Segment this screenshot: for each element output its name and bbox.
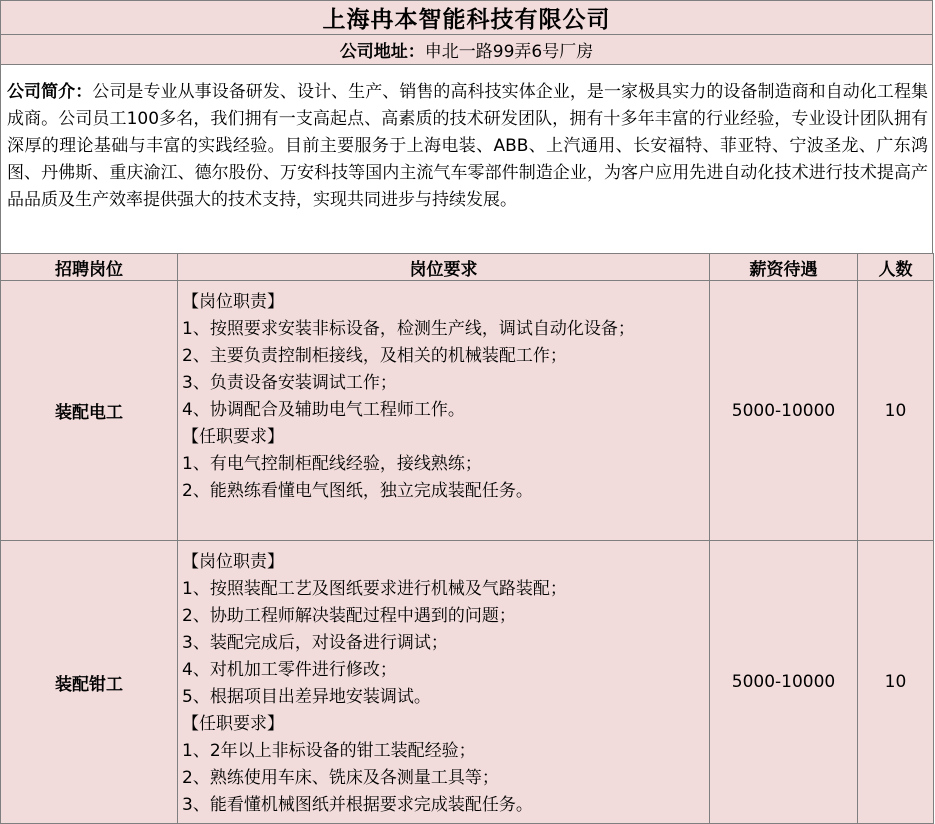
header-position: 招聘岗位 xyxy=(1,254,178,281)
requirement-line: 【任职要求】 xyxy=(182,714,284,734)
requirement-line: 3、负责设备安装调试工作； xyxy=(182,373,397,393)
table-header-row xyxy=(1,254,934,281)
company-title xyxy=(0,0,933,35)
requirement-line: 1、按照装配工艺及图纸要求进行机械及气路装配； xyxy=(182,579,567,599)
requirement-line: 2、熟练使用车床、铣床及各测量工具等； xyxy=(182,768,499,788)
requirement-line: 【岗位职责】 xyxy=(182,292,284,312)
table-row xyxy=(1,541,934,824)
header-count: 人数 xyxy=(858,254,934,281)
address-label: 公司地址： xyxy=(339,42,425,62)
requirement-line: 2、主要负责控制柜接线，及相关的机械装配工作； xyxy=(182,346,567,366)
position-cell: 装配钳工 xyxy=(1,541,178,824)
requirements-cell xyxy=(178,541,710,824)
company-intro xyxy=(0,65,933,253)
requirement-line: 3、装配完成后，对设备进行调试； xyxy=(182,633,448,653)
salary-cell: 5000-10000 xyxy=(710,281,858,541)
address-value: 申北一路99弄6号厂房 xyxy=(424,42,594,62)
requirement-line: 1、2年以上非标设备的钳工装配经验； xyxy=(182,741,476,761)
requirement-line: 1、有电气控制柜配线经验，接线熟练； xyxy=(182,454,482,474)
requirement-line: 4、对机加工零件进行修改； xyxy=(182,660,397,680)
requirement-line: 4、协调配合及辅助电气工程师工作。 xyxy=(182,400,465,420)
count-cell: 10 xyxy=(858,281,934,541)
salary-cell: 5000-10000 xyxy=(710,541,858,824)
requirement-line: 3、能看懂机械图纸并根据要求完成装配任务。 xyxy=(182,795,533,815)
header-requirements: 岗位要求 xyxy=(178,254,710,281)
table-row xyxy=(1,281,934,541)
requirement-line: 5、根据项目出差异地安装调试。 xyxy=(182,687,431,707)
requirement-line: 2、协助工程师解决装配过程中遇到的问题； xyxy=(182,606,516,626)
requirement-line: 1、按照要求安装非标设备，检测生产线，调试自动化设备； xyxy=(182,319,635,339)
company-address-row xyxy=(0,35,933,65)
jobs-table xyxy=(0,253,934,824)
company-name: 上海冉本智能科技有限公司 xyxy=(322,7,611,33)
intro-label: 公司简介： xyxy=(7,82,93,102)
count-cell: 10 xyxy=(858,541,934,824)
requirement-line: 2、能熟练看懂电气图纸，独立完成装配任务。 xyxy=(182,481,533,501)
requirements-cell xyxy=(178,281,710,541)
position-cell: 装配电工 xyxy=(1,281,178,541)
requirement-line: 【任职要求】 xyxy=(182,427,284,447)
intro-text: 公司是专业从事设备研发、设计、生产、销售的高科技实体企业，是一家极具实力的设备制造商和自动化工程集成商。公司员工100多名，我们拥有一支高起点、高素质的技术研发团队，拥有十多年丰富的行业经验，专业设计团队拥有深厚的理论基础与丰富的实践经验。目前主要服务于上海电装、ABB、上汽通用、长安福特、菲亚特、宁波圣龙、广东鸿图、丹佛斯、重庆渝江、德尔股份、万安科技等国内主流气车零部件制造企业，为客户应用先进自动化技术进行技术提高产品品质及生产效率提供强大的技术支持，实现共同进步与持续发展。 xyxy=(7,82,929,210)
requirement-line: 【岗位职责】 xyxy=(182,552,284,572)
header-salary: 薪资待遇 xyxy=(710,254,858,281)
